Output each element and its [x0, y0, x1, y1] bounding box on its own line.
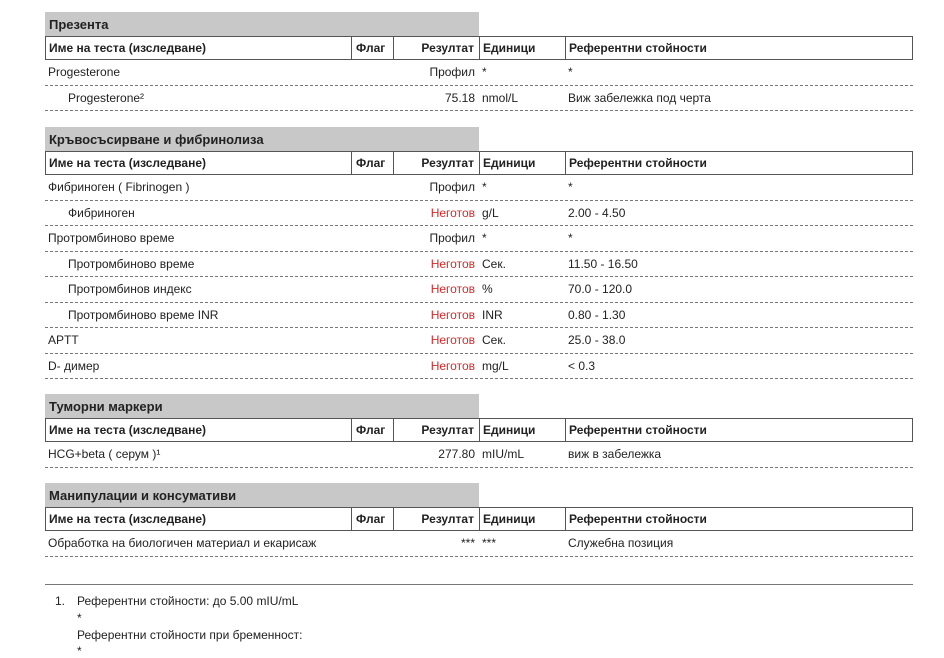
test-result: Неготов — [430, 307, 475, 322]
header-ref: Референтни стойности — [569, 512, 707, 526]
test-result: Неготов — [430, 333, 475, 348]
table-row — [45, 354, 913, 380]
test-result: Неготов — [430, 205, 475, 220]
test-name: Протромбиново време INR — [68, 307, 219, 322]
header-units: Единици — [483, 512, 536, 526]
test-result: Профил — [429, 180, 475, 195]
footnote-divider — [45, 584, 913, 585]
test-result: Неготов — [430, 256, 475, 271]
section-tumor-markers — [45, 394, 913, 468]
test-name: Протромбинов индекс — [68, 282, 192, 297]
test-ref: < 0.3 — [568, 358, 596, 373]
header-units: Единици — [483, 41, 536, 55]
header-flag: Флаг — [356, 156, 386, 170]
footnote-star: * — [77, 644, 82, 658]
test-unit: nmol/L — [482, 90, 519, 105]
test-ref: 25.0 - 38.0 — [568, 333, 626, 348]
test-name: Progesterone — [48, 65, 121, 80]
test-name: Обработка на биологичен материал и екарисаж — [48, 536, 317, 551]
header-flag: Флаг — [356, 41, 386, 55]
header-result: Резултат — [421, 512, 474, 526]
table-row — [45, 86, 913, 112]
test-ref: * — [568, 65, 573, 80]
table-row — [45, 303, 913, 329]
header-result: Резултат — [421, 423, 474, 437]
footnote-star: * — [77, 611, 82, 625]
test-ref: Виж забележка под черта — [568, 90, 711, 105]
table-header — [45, 507, 913, 531]
section-title: Кръвосъсирване и фибринолиза — [45, 127, 479, 151]
test-ref: * — [568, 180, 573, 195]
header-flag: Флаг — [356, 423, 386, 437]
test-unit: * — [482, 65, 487, 80]
section-presenta — [45, 12, 913, 111]
test-ref: * — [568, 231, 573, 246]
header-name: Име на теста (изследване) — [49, 423, 206, 437]
test-result: *** — [460, 536, 475, 551]
test-result: 75.18 — [444, 90, 475, 105]
footnote-number: 1. — [55, 594, 66, 608]
table-row — [45, 277, 913, 303]
test-unit: Сек. — [482, 333, 506, 348]
test-name: HCG+beta ( серум )¹ — [48, 447, 161, 462]
section-coagulation — [45, 127, 913, 379]
test-result: Неготов — [430, 358, 475, 373]
table-header — [45, 418, 913, 442]
header-flag: Флаг — [356, 512, 386, 526]
test-name: Протромбиново време — [48, 231, 175, 246]
test-unit: *** — [482, 536, 497, 551]
footnote-line: Референтни стойности при бременност: — [77, 628, 303, 642]
test-result: Профил — [429, 231, 475, 246]
header-name: Име на теста (изследване) — [49, 41, 206, 55]
table-row — [45, 328, 913, 354]
table-row — [45, 226, 913, 252]
header-result: Резултат — [421, 156, 474, 170]
test-unit: * — [482, 231, 487, 246]
section-manipulations — [45, 483, 913, 557]
test-ref: виж в забележка — [568, 447, 662, 462]
footnote-line: Референтни стойности: до 5.00 mIU/mL — [77, 594, 299, 608]
header-name: Име на теста (изследване) — [49, 512, 206, 526]
test-name: D- димер — [48, 358, 100, 373]
header-ref: Референтни стойности — [569, 41, 707, 55]
table-row — [45, 175, 913, 201]
test-name: Фибриноген — [68, 205, 135, 220]
header-result: Резултат — [421, 41, 474, 55]
table-header — [45, 36, 913, 60]
test-name: Progesterone² — [68, 90, 145, 105]
test-ref: 0.80 - 1.30 — [568, 307, 626, 322]
test-ref: 11.50 - 16.50 — [568, 256, 638, 271]
test-ref: Служебна позиция — [568, 536, 674, 551]
test-name: APTT — [48, 333, 79, 348]
test-name: Фибриноген ( Fibrinogen ) — [48, 180, 190, 195]
header-units: Единици — [483, 423, 536, 437]
test-unit: mg/L — [482, 358, 509, 373]
test-unit: % — [482, 282, 493, 297]
section-title: Туморни маркери — [45, 394, 479, 418]
table-row — [45, 252, 913, 278]
table-row — [45, 442, 913, 468]
test-unit: mIU/mL — [482, 447, 524, 462]
test-result: 277.80 — [438, 447, 475, 462]
header-name: Име на теста (изследване) — [49, 156, 206, 170]
test-unit: * — [482, 180, 487, 195]
header-units: Единици — [483, 156, 536, 170]
table-row — [45, 60, 913, 86]
table-row — [45, 201, 913, 227]
test-name: Протромбиново време — [68, 256, 195, 271]
table-header — [45, 151, 913, 175]
header-ref: Референтни стойности — [569, 423, 707, 437]
test-unit: INR — [482, 307, 503, 322]
table-row — [45, 531, 913, 557]
test-ref: 70.0 - 120.0 — [568, 282, 633, 297]
test-ref: 2.00 - 4.50 — [568, 205, 626, 220]
test-result: Неготов — [430, 282, 475, 297]
header-ref: Референтни стойности — [569, 156, 707, 170]
test-result: Профил — [429, 65, 475, 80]
section-title: Презента — [45, 12, 479, 36]
test-unit: g/L — [482, 205, 499, 220]
section-title: Манипулации и консумативи — [45, 483, 479, 507]
test-unit: Сек. — [482, 256, 506, 271]
